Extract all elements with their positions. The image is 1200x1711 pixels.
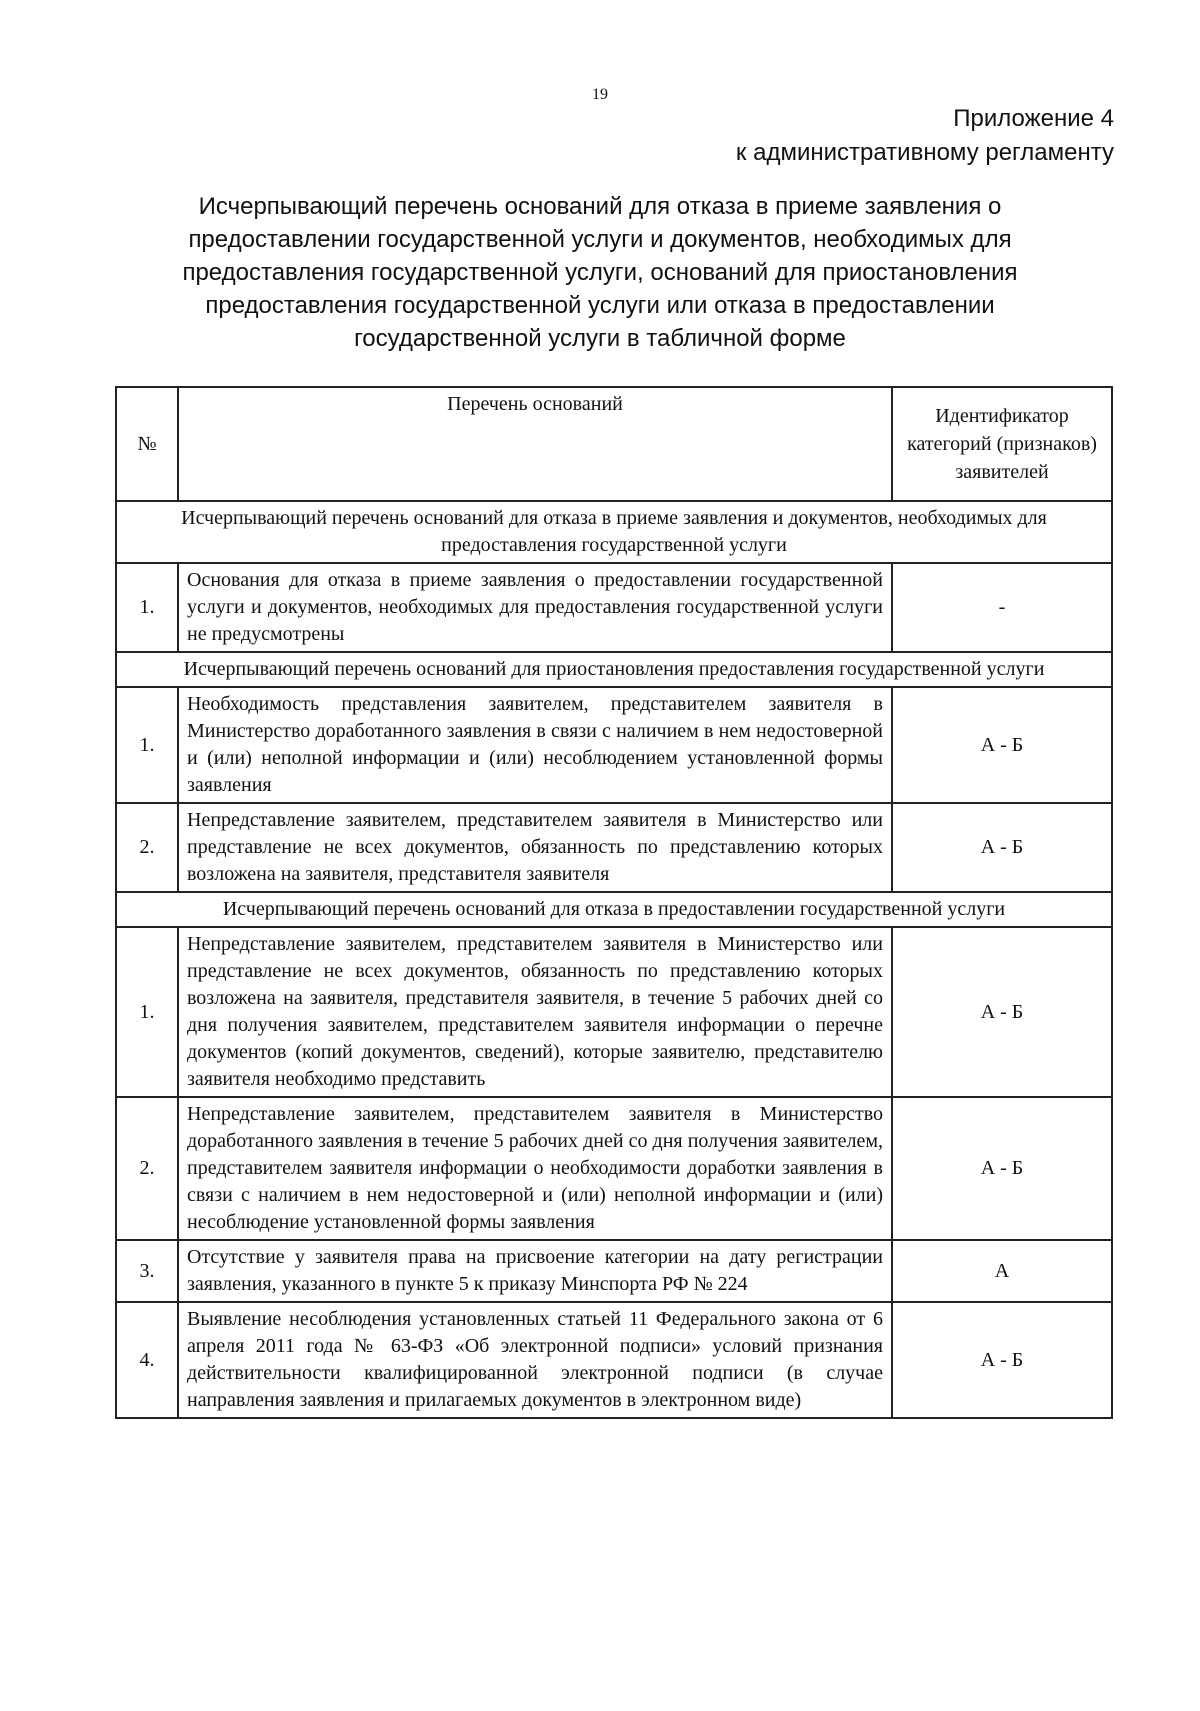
table-row [116, 803, 1112, 892]
row-identifier: А - Б [892, 687, 1112, 803]
appendix-line-2: к административному регламенту [735, 139, 1114, 166]
table-row [116, 1302, 1112, 1418]
row-text: Непредставление заявителем, представителем заявителя в Министерство или представление не всех документов, обязанность по представлению которых возложена на заявителя, представителя заявителя, в течение 5 рабочих дней со дня получения заявителем, представителем заявителя информации о перечне документов (копий документов, сведений), которые заявителю, представителю заявителя необходимо представить [178, 927, 892, 1097]
section-row [116, 501, 1112, 563]
appendix-caption [736, 102, 1114, 170]
row-identifier: А [892, 1240, 1112, 1302]
row-identifier: А - Б [892, 1097, 1112, 1240]
row-identifier: А - Б [892, 803, 1112, 892]
row-number: 1. [116, 563, 178, 652]
table-row [116, 1240, 1112, 1302]
row-text: Отсутствие у заявителя права на присвоение категории на дату регистрации заявления, указанного в пункте 5 к приказу Минспорта РФ № 224 [178, 1240, 892, 1302]
table-row [116, 927, 1112, 1097]
row-identifier: А - Б [892, 927, 1112, 1097]
row-text: Выявление несоблюдения установленных статьей 11 Федерального закона от 6 апреля 2011 года № 63-ФЗ «Об электронной подписи» условий признания действительности квалифицированной электронной подписи (в случае направления заявления и прилагаемых документов в электронном виде) [178, 1302, 892, 1418]
row-text: Непредставление заявителем, представителем заявителя в Министерство доработанного заявления в течение 5 рабочих дней со дня получения заявителем, представителем заявителя информации о необходимости доработки заявления в связи с наличием в нем недостоверной и (или) неполной информации и (или) несоблюдение установленной формы заявления [178, 1097, 892, 1240]
row-number: 2. [116, 803, 178, 892]
row-text: Непредставление заявителем, представителем заявителя в Министерство или представление не всех документов, обязанность по представлению которых возложена на заявителя, представителя заявителя [178, 803, 892, 892]
row-number: 3. [116, 1240, 178, 1302]
row-identifier: А - Б [892, 1302, 1112, 1418]
row-text: Необходимость представления заявителем, представителем заявителя в Министерство доработанного заявления в связи с наличием в нем недостоверной и (или) неполной информации и (или) несоблюдением установленной формы заявления [178, 687, 892, 803]
table-header-row [116, 387, 1112, 501]
page-number: 19 [592, 86, 608, 103]
table-row [116, 563, 1112, 652]
header-num: № [116, 387, 178, 501]
grounds-table [115, 386, 1113, 1419]
document-title: Исчерпывающий перечень оснований для отказа в приеме заявления о предоставлении государственной услуги и документов, необходимых для предоставления государственной услуги, оснований для приостановления предоставления государственной услуги или отказа в предоставлении государственной услуги в табличной форме [182, 193, 1018, 352]
row-number: 1. [116, 927, 178, 1097]
section-row [116, 892, 1112, 927]
section-row [116, 652, 1112, 687]
row-number: 1. [116, 687, 178, 803]
row-number: 2. [116, 1097, 178, 1240]
table-row [116, 687, 1112, 803]
header-identifier: Идентификатор категорий (признаков) заявителей [892, 387, 1112, 501]
header-grounds: Перечень оснований [178, 387, 892, 501]
appendix-line-1: Приложение 4 [953, 105, 1114, 132]
section-title: Исчерпывающий перечень оснований для отказа в предоставлении государственной услуги [116, 892, 1112, 927]
section-title: Исчерпывающий перечень оснований для приостановления предоставления государственной услуги [116, 652, 1112, 687]
row-text: Основания для отказа в приеме заявления о предоставлении государственной услуги и документов, необходимых для предоставления государственной услуги не предусмотрены [178, 563, 892, 652]
row-identifier: - [892, 563, 1112, 652]
table-row [116, 1097, 1112, 1240]
row-number: 4. [116, 1302, 178, 1418]
section-title: Исчерпывающий перечень оснований для отказа в приеме заявления и документов, необходимых для предоставления государственной услуги [116, 501, 1112, 563]
